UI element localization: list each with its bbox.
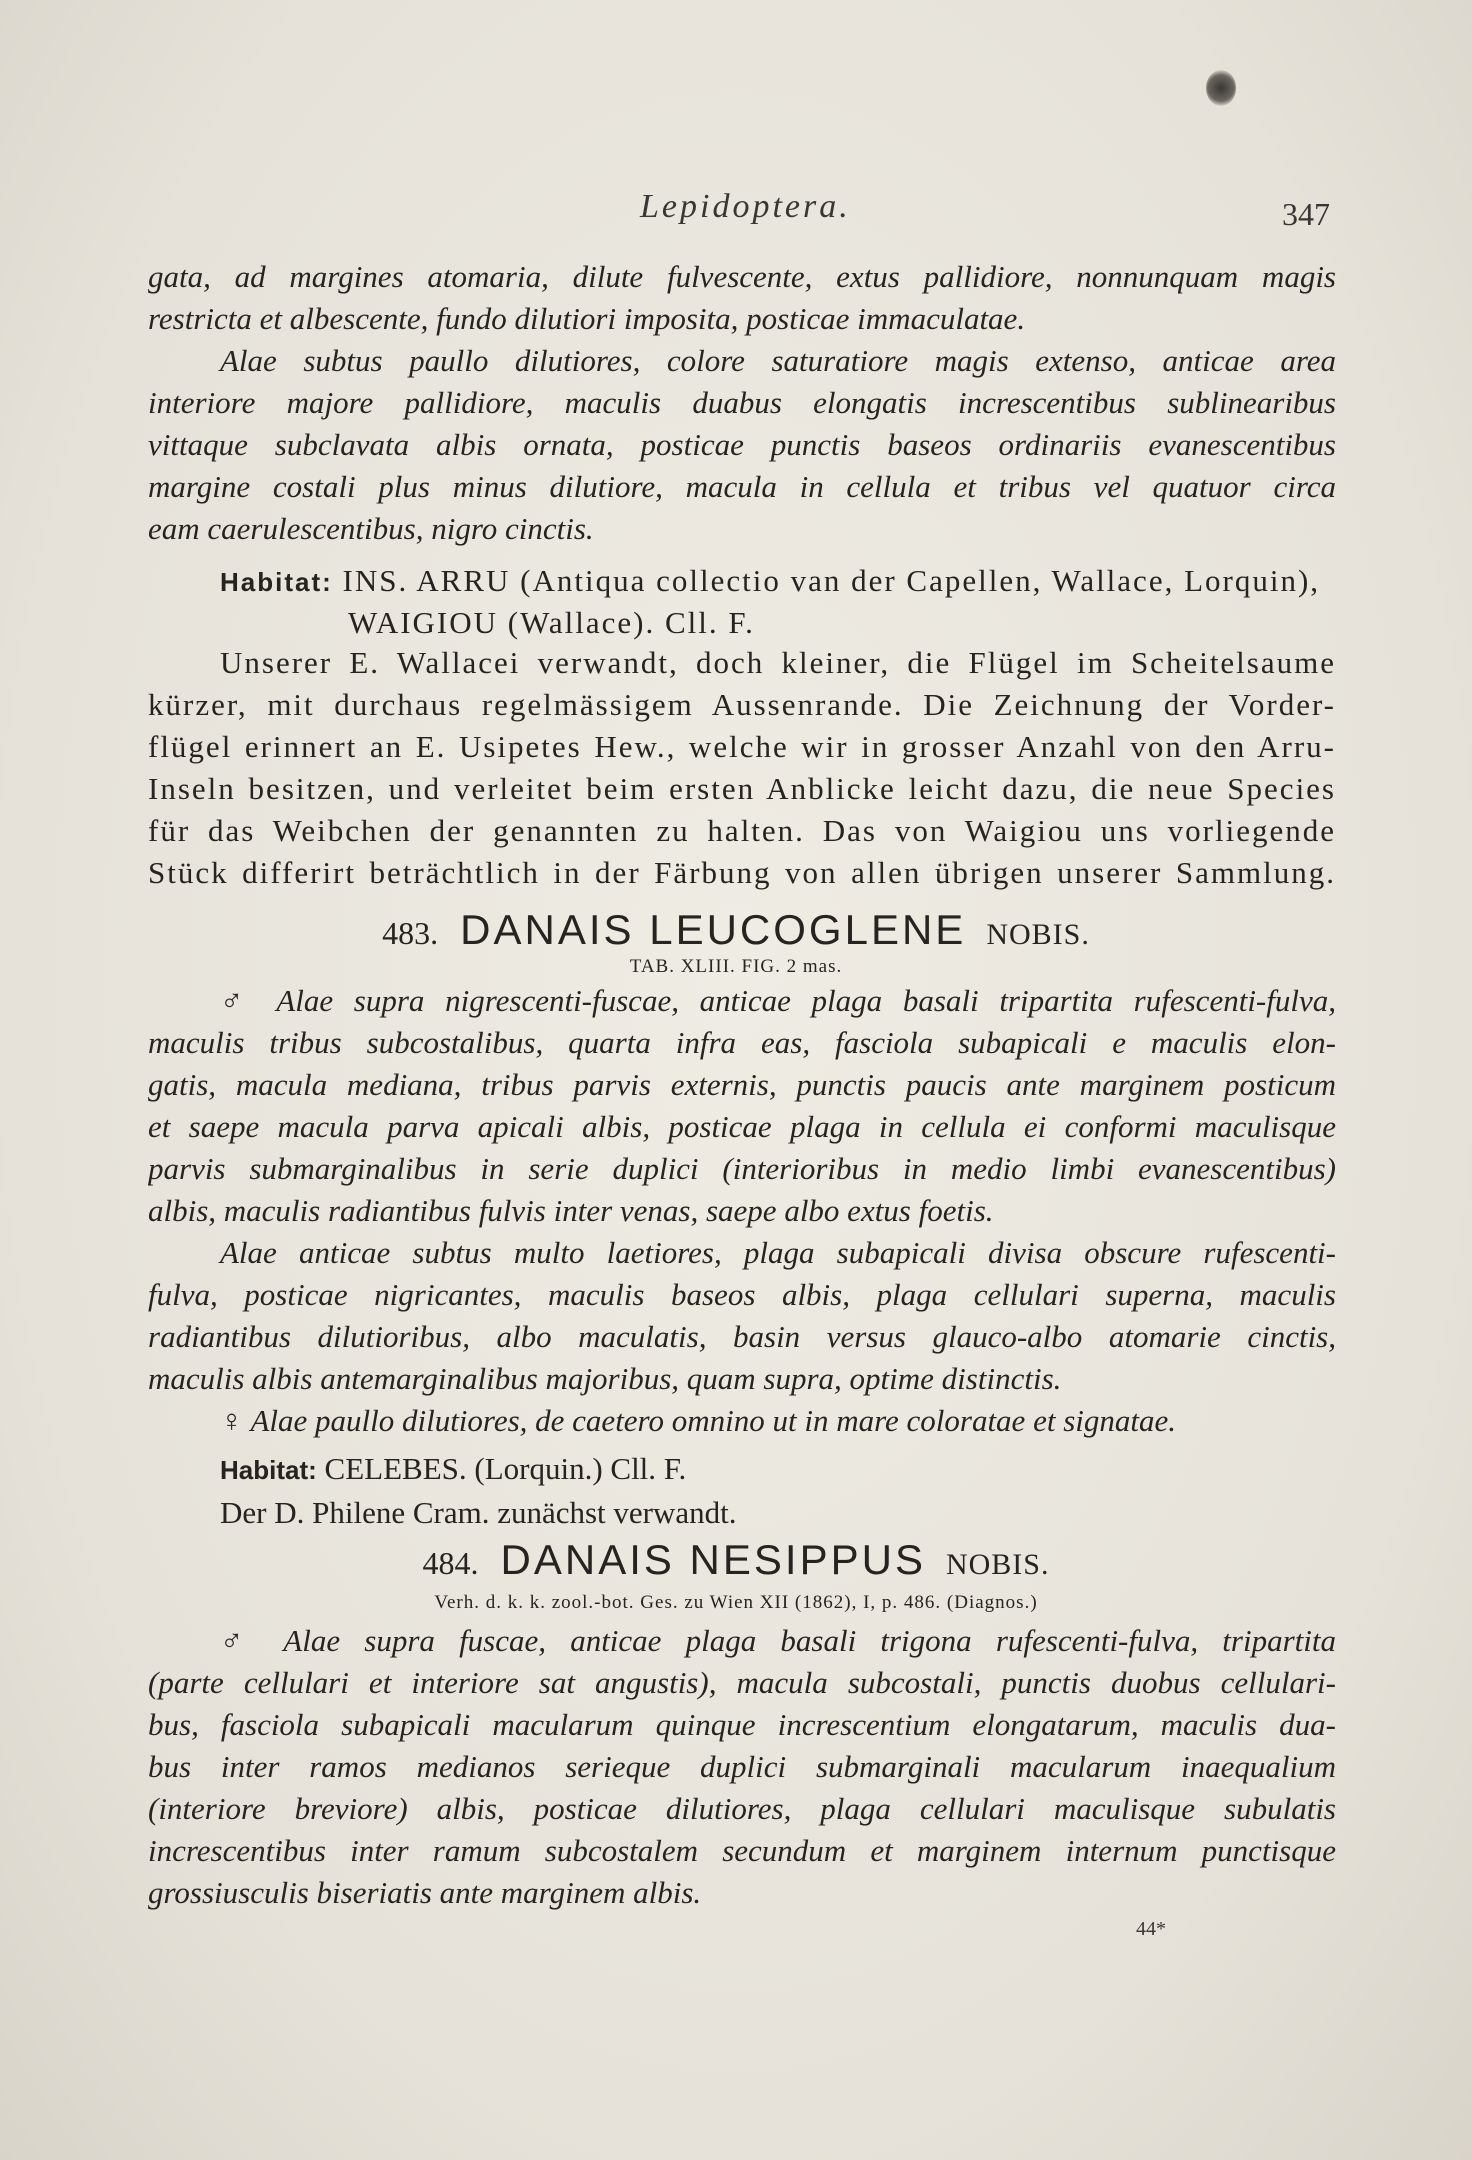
habitat-section-1 [148, 560, 1336, 644]
page-number: 347 [1282, 196, 1330, 232]
text-line: Unserer E. Wallacei verwandt, doch kleiner, die Flügel im Scheitelsaume [220, 645, 1336, 680]
species-author: NOBIS. [945, 1548, 1050, 1581]
text-line: Inseln besitzen, und verleitet beim ersten Anblicke leicht dazu, die neue Species [148, 771, 1336, 806]
text-line: (parte cellulari et interiore sat angustis), macula subcostali, punctis duobus cellulari- [148, 1665, 1336, 1700]
running-header: Lepidoptera. [640, 188, 851, 225]
text-line: Stück differirt beträchtlich in der Färbung von allen übrigen unserer Sammlung. [148, 855, 1336, 890]
text-line: restricta et albescente, fundo dilutiori imposita, posticae immaculatae. [148, 301, 1026, 336]
habitat-label: Habitat: [220, 567, 333, 597]
text-line: gatis, macula mediana, tribus parvis externis, punctis paucis ante marginem posticum [148, 1067, 1336, 1102]
text-line: bus inter ramos medianos serieque duplici submarginali macularum inaequalium [148, 1749, 1336, 1784]
text-line: Der D. Philene Cram. zunächst verwandt. [220, 1495, 737, 1530]
habitat-line [148, 560, 1336, 602]
habitat-line: WAIGIOU (Wallace). Cll. F. [348, 605, 755, 640]
text-line: maculis albis antemarginalibus majoribus, quam supra, optime distinctis. [148, 1361, 1062, 1396]
text-line: maculis tribus subcostalibus, quarta infra eas, fasciola subapicali e maculis elon- [148, 1025, 1336, 1060]
species-number: 484. [422, 1545, 479, 1581]
species-author: NOBIS. [986, 918, 1090, 951]
habitat-section-2 [148, 1448, 1336, 1490]
latin-description-483 [148, 980, 1336, 1442]
text-line: parvis submarginalibus in serie duplici (interioribus in medio limbi evanescentibus) [148, 1151, 1336, 1186]
habitat-label: Habitat: [220, 1455, 317, 1485]
plate-reference: TAB. XLIII. FIG. 2 mas. [629, 956, 843, 977]
species-name: DANAIS NESIPPUS [500, 1536, 926, 1583]
text-line: gata, ad margines atomaria, dilute fulvescente, extus pallidiore, nonnunquam magis [148, 259, 1336, 294]
literature-reference: Verh. d. k. k. zool.-bot. Ges. zu Wien XII (1862), I, p. 486. (Diagnos.) [434, 1592, 1038, 1613]
text-line: Alae anticae subtus multo laetiores, plaga subapicali divisa obscure rufescenti- [220, 1235, 1336, 1270]
species-heading-484 [0, 1536, 1472, 1584]
text-line: für das Weibchen der genannten zu halten. Das von Waigiou uns vorliegende [148, 813, 1336, 848]
latin-description-484 [148, 1620, 1336, 1914]
text-line: Alae subtus paullo dilutiores, colore saturatiore magis extenso, anticae area [220, 343, 1336, 378]
latin-description-continued [148, 256, 1336, 550]
species-name: DANAIS LEUCOGLENE [460, 906, 967, 953]
german-commentary [148, 642, 1336, 894]
text-line: albis, maculis radiantibus fulvis inter venas, saepe albo extus foetis. [148, 1193, 994, 1228]
species-heading-483 [0, 906, 1472, 954]
text-line: ♂ Alae supra fuscae, anticae plaga basali trigona rufescenti-fulva, tripartita [220, 1623, 1336, 1658]
text-line: margine costali plus minus dilutiore, macula in cellula et tribus vel quatuor circa [148, 469, 1336, 504]
text-line: kürzer, mit durchaus regelmässigem Aussenrande. Die Zeichnung der Vorder- [148, 687, 1336, 722]
text-line: flügel erinnert an E. Usipetes Hew., welche wir in grosser Anzahl von den Arru- [148, 729, 1336, 764]
text-line: vittaque subclavata albis ornata, posticae punctis baseos ordinariis evanescentibus [148, 427, 1336, 462]
text-line: eam caerulescentibus, nigro cinctis. [148, 511, 594, 546]
text-line: interiore majore pallidiore, maculis duabus elongatis increscentibus sublinearibus [148, 385, 1336, 420]
text-line: radiantibus dilutioribus, albo maculatis, basin versus glauco-albo atomarie cinctis, [148, 1319, 1336, 1354]
species-number: 483. [382, 915, 439, 951]
text-line: ♀ Alae paullo dilutiores, de caetero omnino ut in mare coloratae et signatae. [220, 1403, 1176, 1438]
text-line: (interiore breviore) albis, posticae dilutiores, plaga cellulari maculisque subulatis [148, 1791, 1336, 1826]
text-line: fulva, posticae nigricantes, maculis baseos albis, plaga cellulari superna, maculis [148, 1277, 1336, 1312]
text-line: ♂ Alae supra nigrescenti-fuscae, anticae plaga basali tripartita rufescenti-fulva, [220, 983, 1336, 1018]
text-line: bus, fasciola subapicali macularum quinque increscentium elongatarum, maculis dua- [148, 1707, 1336, 1742]
ink-smudge [1206, 70, 1236, 106]
text-line: et saepe macula parva apicali albis, posticae plaga in cellula ei conformi maculisque [148, 1109, 1336, 1144]
habitat-line [148, 1448, 1336, 1490]
text-line: grossiusculis biseriatis ante marginem albis. [148, 1875, 702, 1910]
habitat-text: INS. ARRU (Antiqua collectio van der Capellen, Wallace, Lorquin), [342, 563, 1321, 598]
signature-mark: 44* [1136, 1918, 1166, 1940]
text-line: increscentibus inter ramum subcostalem secundum et marginem internum punctisque [148, 1833, 1336, 1868]
habitat-text: CELEBES. (Lorquin.) Cll. F. [324, 1451, 687, 1486]
german-note-483 [148, 1492, 1336, 1534]
